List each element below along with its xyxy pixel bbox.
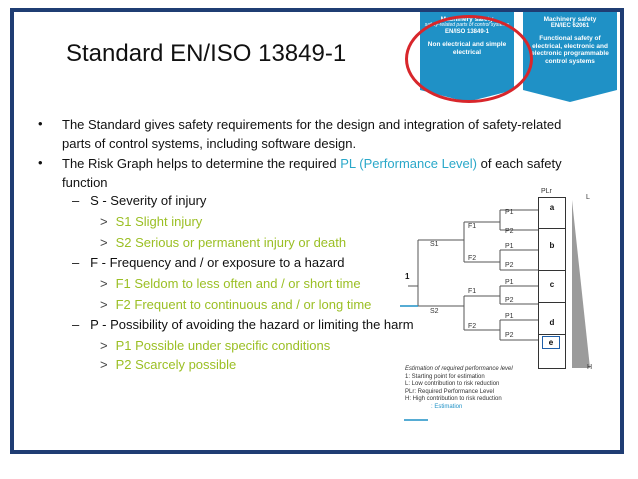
badge-left-line4: Non electrical and simple electrical: [427, 41, 507, 56]
diagram-p2: P2: [505, 262, 514, 269]
pl-level-d: d: [549, 318, 555, 327]
legend-line-3: PLr: Required Performance Level: [405, 388, 495, 395]
legend-title: Estimation of required performance level: [405, 366, 513, 372]
pl-divider: [539, 270, 565, 271]
frequency-label: F - Frequency and / or exposure to a hazard: [90, 255, 345, 270]
pl-divider: [539, 334, 565, 335]
risk-graph-text-b: of each safety function: [62, 156, 562, 190]
diagram-f2-top: F2: [468, 255, 477, 262]
legend-line-2: L: Low contribution to risk reduction: [405, 381, 500, 387]
diagram-s2: S2: [430, 308, 439, 315]
bullet-standard: The Standard gives safety requirements for the design and integration of safety-related parts of control systems, including software design.: [62, 117, 562, 151]
bullet-icon: •: [38, 155, 43, 170]
badge-right-line2: EN/IEC 62061: [550, 23, 590, 30]
f2-label: F2 Frequent to continuous and / or long time: [115, 297, 372, 312]
diagram-p1: P1: [505, 279, 514, 286]
s2-label: S2 Serious or permanent injury or death: [115, 235, 347, 250]
diagram-legend: [405, 366, 513, 411]
plr-label: PLr: [541, 188, 552, 195]
slide-title: Standard EN/ISO 13849-1: [66, 40, 347, 67]
chevron-right-icon: >: [100, 297, 108, 312]
chevron-right-icon: >: [100, 214, 108, 229]
risk-triangle: [572, 200, 590, 368]
chevron-right-icon: >: [100, 276, 108, 291]
diagram-f2-bottom: F2: [468, 323, 477, 330]
p1-label: P1 Possible under specific conditions: [115, 338, 331, 353]
low-label: L: [586, 194, 590, 201]
legend-line-1: 1: Starting point for estimation: [405, 373, 485, 380]
badge-left-line2: safety-related parts of control systems: [424, 22, 510, 29]
diagram-p1: P1: [505, 243, 514, 250]
diagram-p2: P2: [505, 332, 514, 339]
pl-highlight: PL (Performance Level): [340, 156, 478, 171]
chevron-right-icon: >: [100, 357, 108, 372]
diagram-p2: P2: [505, 228, 514, 235]
diagram-f1-top: F1: [468, 223, 477, 230]
bullet-icon: •: [38, 116, 43, 131]
severity-label: S - Severity of injury: [90, 193, 207, 208]
high-label: H: [587, 364, 593, 371]
badge-left-line3: EN/ISO 13849-1: [444, 29, 490, 36]
diagram-p1: P1: [505, 209, 514, 216]
f1-label: F1 Seldom to less often and / or short time: [115, 276, 361, 291]
dash: –: [72, 255, 80, 270]
chevron-right-icon: >: [100, 338, 108, 353]
start-point-label: 1: [405, 272, 410, 281]
legend-line-4: H: High contribution to risk reduction: [405, 396, 502, 402]
diagram-p1: P1: [505, 313, 514, 320]
diagram-p2: P2: [505, 297, 514, 304]
legend-line-5: : Estimation: [431, 403, 463, 410]
possibility-label: P - Possibility of avoiding the hazard or limiting the harm: [90, 317, 414, 332]
dash: –: [72, 193, 80, 208]
pl-level-e: e: [542, 336, 560, 349]
s1-label: S1 Slight injury: [115, 214, 203, 229]
diagram-s1: S1: [430, 241, 439, 248]
risk-graph-text-a: The Risk Graph helps to determine the required: [62, 156, 341, 171]
badge-right-line3: Functional safety of electrical, electronic and electronic programmable control systems: [531, 35, 609, 65]
diagram-f1-bottom: F1: [468, 288, 477, 295]
p2-label: P2 Scarcely possible: [115, 357, 237, 372]
badge-left-line1: Machinery safety: [440, 16, 494, 23]
pl-level-b: b: [549, 241, 555, 250]
pl-divider: [539, 302, 565, 303]
pl-divider: [539, 228, 565, 229]
pl-level-a: a: [549, 203, 555, 212]
chevron-right-icon: >: [100, 235, 108, 250]
pl-level-c: c: [549, 280, 555, 289]
badge-right-line1: Machinery safety: [543, 16, 597, 23]
dash: –: [72, 317, 80, 332]
